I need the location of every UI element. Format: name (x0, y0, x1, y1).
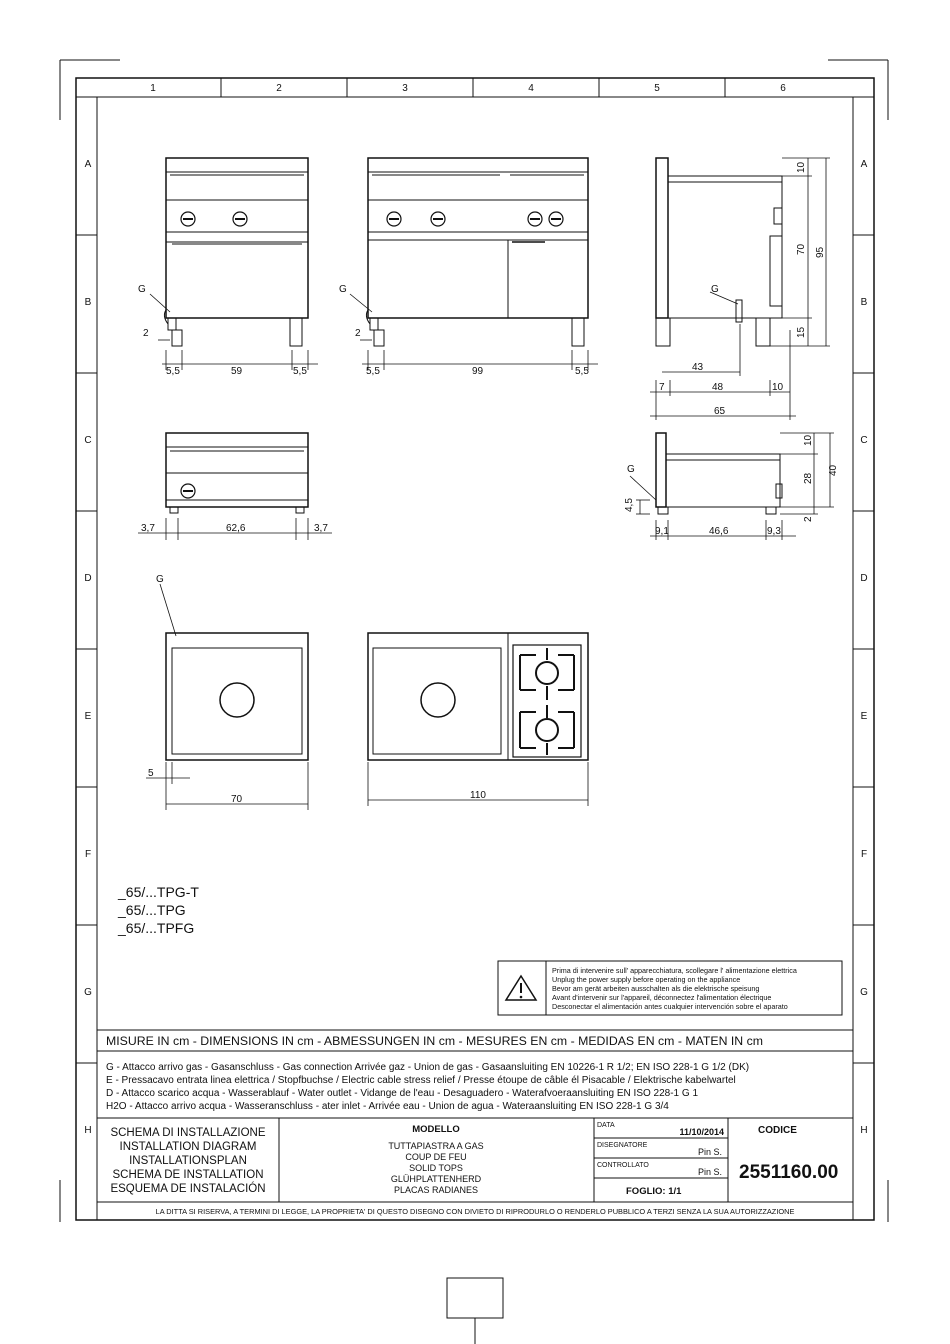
codice-label: CODICE (758, 1125, 797, 1136)
side-view-top-version (656, 433, 782, 514)
dim-93-side2: 9,3 (767, 526, 781, 537)
dim-10-side2: 10 (803, 434, 814, 446)
col-label-2: 2 (276, 83, 282, 94)
row-label-f-left: F (84, 849, 92, 860)
col-label-6: 6 (780, 83, 786, 94)
dim-gas-plan: G (156, 574, 164, 585)
col-label-3: 3 (402, 83, 408, 94)
row-label-g-right: G (860, 987, 868, 998)
dim-2-front-70: 2 (143, 328, 149, 339)
modello-line: GLÜHPLATTENHERD (390, 1174, 482, 1184)
front-view-70-dims (150, 294, 318, 370)
warning-line: Avant d'intervenir sur l'appareil, déconnectez l'alimentation électrique (552, 993, 772, 1002)
column-grid (76, 78, 874, 1063)
legend-line-drain: D - Attacco scarico acqua - Wasserablauf - Water outlet - Vidange de l'eau - Desaguadero - Waterafvoeraansluiting EN ISO 228-1 G 1 (106, 1088, 699, 1099)
front-view-70-knobs (181, 212, 247, 226)
warning-line: Prima di intervenire sull' apparecchiatura, scollegare l' alimentazione elettrica (552, 966, 797, 975)
row-label-g-left: G (84, 987, 92, 998)
row-label-h-right: H (860, 1125, 868, 1136)
dim-gas-front-110: G (339, 284, 347, 295)
row-label-f-right: F (860, 849, 868, 860)
side-view-floor-dims (650, 158, 830, 420)
modello-line: COUP DE FEU (405, 1152, 467, 1162)
row-label-c-right: C (860, 435, 868, 446)
dim-55-right-front-70: 5,5 (293, 366, 307, 377)
row-label-c-left: C (84, 435, 92, 446)
front-view-top-version (166, 433, 308, 513)
front-view-110-dims (350, 294, 598, 370)
dim-466-side2: 46,6 (709, 526, 729, 537)
dim-65-side: 65 (714, 406, 726, 417)
row-label-d-right: D (860, 573, 868, 584)
row-label-e-right: E (860, 711, 868, 722)
disegnatore-value: Pin S. (697, 1147, 722, 1157)
measures-note: MISURE IN cm - DIMENSIONS IN cm - ABMESSUNGEN IN cm - MESURES EN cm - MEDIDAS EN cm - MATEN IN cm (106, 1034, 764, 1048)
burner-grate (520, 648, 574, 755)
side-view-floor (656, 158, 782, 346)
plan-view-110 (368, 633, 588, 760)
schema-title-line: INSTALLATION DIAGRAM (119, 1141, 257, 1153)
dim-91-side2: 9,1 (655, 526, 669, 537)
dim-gas-side2: G (627, 464, 635, 475)
dim-48-side: 48 (712, 382, 724, 393)
plan-view-70-dims (146, 584, 308, 810)
legend-line-gas: G - Attacco arrivo gas - Gasanschluss - Gas connection Arrivée gaz - Union de gas - Gasaansluiting EN 10226-1 R 1/2; EN ISO 228-1 G 1/2 (DK) (106, 1062, 750, 1073)
schema-title-line: ESQUEMA DE INSTALACIÓN (110, 1183, 266, 1195)
modello-line: SOLID TOPS (409, 1163, 463, 1173)
foglio-label: FOGLIO: 1/1 (626, 1186, 682, 1197)
dim-2-front-110: 2 (355, 328, 361, 339)
front-view-70 (164, 158, 308, 346)
row-label-b-left: B (84, 297, 92, 308)
dim-gas-front-70: G (138, 284, 146, 295)
dim-7-side: 7 (659, 382, 665, 393)
dim-43-side: 43 (692, 362, 704, 373)
warning-triangle-icon (506, 976, 536, 1000)
schema-title-line: INSTALLATIONSPLAN (129, 1155, 247, 1167)
dim-99-front-110: 99 (472, 366, 484, 377)
plan-view-70 (166, 633, 308, 760)
col-label-4: 4 (528, 83, 534, 94)
modello-label: MODELLO (412, 1124, 460, 1135)
model-code: _65/...TPG-T (118, 884, 199, 900)
warning-line: Unplug the power supply before operating on the appliance (552, 975, 741, 984)
front-view-110-knobs (387, 212, 563, 226)
data-value: 11/10/2014 (679, 1127, 724, 1137)
row-label-e-left: E (84, 711, 92, 722)
side-view-top-version-dims (630, 433, 834, 540)
row-label-h-left: H (84, 1125, 92, 1136)
dim-59-front-70: 59 (231, 366, 243, 377)
drawing-frame (76, 78, 874, 1220)
dim-110-plan: 110 (470, 790, 486, 801)
disegnatore-label: DISEGNATORE (597, 1142, 648, 1149)
row-label-a-right: A (860, 159, 868, 170)
dim-45-side2: 4,5 (624, 498, 635, 512)
dim-2-side2: 2 (803, 516, 814, 522)
warning-line: Desconectar el alimentación antes cualquier intervención sobre el aparato (552, 1002, 788, 1011)
dim-10-side: 10 (796, 161, 807, 173)
dim-10b-side: 10 (772, 382, 784, 393)
dim-626-top: 62,6 (226, 523, 246, 534)
schema-title-line: SCHEMA DE INSTALLATION (112, 1169, 264, 1181)
dim-70-plan: 70 (231, 794, 243, 805)
dim-70-side: 70 (796, 243, 807, 255)
dim-gas-side: G (711, 284, 719, 295)
dim-37-right-top: 3,7 (314, 523, 328, 534)
dim-55-right-front-110: 5,5 (575, 366, 589, 377)
schema-title-line: SCHEMA DI INSTALLAZIONE (110, 1127, 266, 1139)
dim-15-side: 15 (796, 326, 807, 338)
row-label-d-left: D (84, 573, 92, 584)
codice-value: 2551160.00 (739, 1162, 839, 1183)
legend-line-water: H2O - Attacco arrivo acqua - Wasseranschluss - ater inlet - Arrivée eau - Union de agua - Wateraansluiting EN ISO 228-1 G 3/4 (106, 1101, 669, 1112)
controllato-label: CONTROLLATO (597, 1162, 649, 1169)
data-label: DATA (597, 1122, 615, 1129)
modello-line: PLACAS RADIANES (393, 1185, 479, 1195)
modello-line: TUTTAPIASTRA A GAS (388, 1141, 484, 1151)
row-label-b-right: B (860, 297, 868, 308)
model-code: _65/...TPFG (118, 920, 195, 936)
dim-37-left-top: 3,7 (141, 523, 155, 534)
row-label-a-left: A (84, 159, 92, 170)
dim-40-side2: 40 (828, 464, 839, 476)
dim-28-side2: 28 (803, 472, 814, 484)
col-label-1: 1 (150, 83, 156, 94)
dim-95-side: 95 (815, 246, 826, 258)
dim-55-left-front-70: 5,5 (166, 366, 180, 377)
front-view-110 (366, 158, 588, 346)
warning-line: Bevor am gerät arbeiten ausschalten als die elektrische speisung (552, 984, 760, 993)
col-label-5: 5 (654, 83, 660, 94)
dim-55-left-front-110: 5,5 (366, 366, 380, 377)
model-code: _65/...TPG (118, 902, 186, 918)
controllato-value: Pin S. (697, 1167, 722, 1177)
legend-line-electric: E - Pressacavo entrata linea elettrica / Stopfbuchse / Electric cable stress relief / Presse étoupe de câble él Pisacable / Elektrische kabelwartel (106, 1075, 736, 1086)
copyright-notice: LA DITTA SI RISERVA, A TERMINI DI LEGGE, LA PROPRIETA' DI QUESTO DISEGNO CON DIVIETO DI RIPRODURLO O RENDERLO PUBBLICO A TERZI SENZA LA SUA AUTORIZZAZIONE (155, 1207, 795, 1216)
dim-5-plan: 5 (148, 768, 154, 779)
